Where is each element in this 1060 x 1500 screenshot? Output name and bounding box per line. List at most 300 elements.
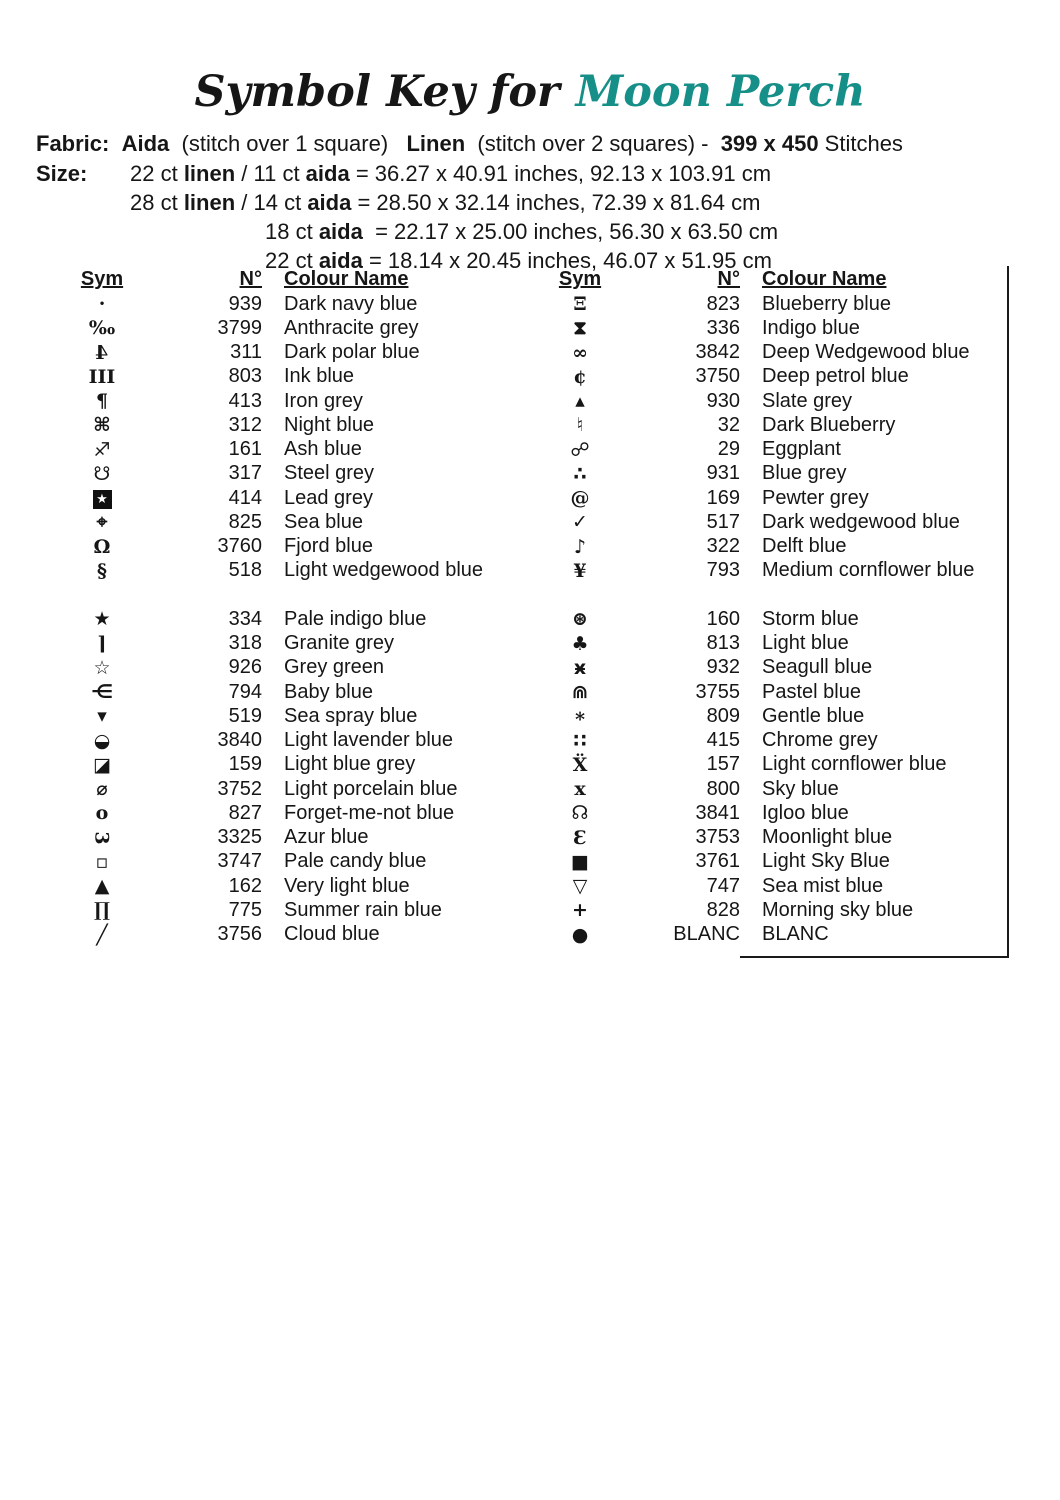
colour-row [548, 656, 998, 680]
number-cell: 3840 [217, 729, 262, 752]
number-cell: 3841 [695, 801, 740, 824]
colour-row [70, 510, 520, 534]
number-cell: 317 [228, 462, 262, 485]
number-cell: 825 [228, 510, 262, 533]
table-border-bottom [740, 956, 1009, 958]
text-segment: = 22.17 x 25.00 inches, 56.30 x 63.50 cm [362, 219, 779, 244]
symbol-cell [70, 487, 134, 509]
symbol-cell [70, 731, 134, 751]
symbol-cell [548, 876, 612, 896]
colour-row [548, 898, 998, 922]
colour-name-cell: Slate grey [762, 389, 853, 412]
stitch-symbol: ╱ [96, 923, 108, 946]
stitch-symbol: Ẍ [572, 753, 588, 776]
table-border-right [1007, 266, 1009, 958]
text-segment: Linen [406, 131, 466, 156]
stitch-symbol: ◒ [93, 729, 111, 752]
symbol-cell [548, 343, 612, 363]
stitch-symbol: ⌘ [93, 414, 111, 437]
symbol-cell [548, 367, 612, 387]
number-cell: 519 [228, 704, 262, 727]
number-cell: 3755 [695, 680, 740, 703]
stitch-symbol: ♐ [93, 438, 111, 461]
colour-row [70, 826, 520, 850]
symbol-cell [548, 706, 612, 726]
colour-row [548, 292, 998, 316]
text-segment: aida [318, 219, 363, 244]
header-sym: Sym [558, 268, 602, 290]
number-cell: 518 [228, 559, 262, 582]
number-cell: 318 [228, 632, 262, 655]
text-segment: linen [183, 190, 236, 215]
stitch-symbol: Ω [93, 535, 111, 558]
colour-name-cell: Sea blue [284, 510, 363, 533]
symbol-cell [70, 440, 134, 460]
colour-name-cell: BLANC [762, 923, 829, 946]
stitch-symbol: + [572, 899, 588, 922]
colour-name-cell: Steel grey [284, 462, 375, 485]
colour-row [70, 316, 520, 340]
colour-name-cell: Pastel blue [762, 680, 861, 703]
symbol-cell [70, 803, 134, 823]
number-cell: 517 [706, 510, 740, 533]
text-segment: (stitch over 2 squares) - [465, 131, 721, 156]
number-cell: 828 [706, 898, 740, 921]
symbol-cell [548, 634, 612, 654]
colour-row [548, 559, 998, 583]
stitch-symbol: ¶ [95, 390, 109, 413]
colour-row [70, 438, 520, 462]
stitch-symbol: ▾ [97, 705, 107, 728]
symbol-cell [548, 391, 612, 411]
size-line [130, 188, 778, 217]
stitch-symbol: ∷ [573, 729, 587, 752]
stitch-symbol: ★ [93, 608, 111, 631]
stitch-symbol: ☍ [570, 438, 590, 461]
key-rows [70, 292, 520, 947]
colour-name-cell: Medium cornflower blue [762, 559, 975, 582]
symbol-cell [70, 828, 134, 848]
text-segment: / 14 ct [235, 190, 308, 215]
key-header-row [548, 266, 998, 292]
symbol-cell [548, 609, 612, 629]
text-segment: 18 ct [265, 219, 319, 244]
symbol-cell [70, 415, 134, 435]
colour-name-cell: Light blue grey [284, 753, 416, 776]
colour-name-cell: Dark navy blue [284, 292, 418, 315]
stitch-symbol: x [574, 778, 586, 801]
stitch-symbol: ¥ [573, 559, 587, 582]
stitch-symbol: ∴ [573, 462, 587, 485]
number-cell: 3756 [217, 923, 262, 946]
number-cell: 809 [706, 704, 740, 727]
colour-row [70, 874, 520, 898]
number-cell: 775 [228, 898, 262, 921]
colour-row [548, 316, 998, 340]
colour-row [70, 923, 520, 947]
symbol-cell [70, 318, 134, 338]
symbol-cell [70, 464, 134, 484]
header-num: N° [239, 267, 262, 290]
symbol-cell [548, 731, 612, 751]
colour-row [70, 413, 520, 437]
key-block [548, 292, 998, 583]
number-cell: 813 [706, 632, 740, 655]
number-cell: 800 [706, 777, 740, 800]
text-segment: 399 x 450 [720, 131, 819, 156]
text-segment: = 18.14 x 20.45 inches, 46.07 x 51.95 cm [362, 248, 772, 273]
colour-row [548, 777, 998, 801]
fabric-line [36, 130, 903, 158]
stitch-symbol: ⊛ [572, 608, 588, 631]
colour-name-cell: Seagull blue [762, 656, 873, 679]
colour-name-cell: Anthracite grey [284, 316, 419, 339]
colour-name-cell: Baby blue [284, 680, 373, 703]
number-cell: 3753 [695, 826, 740, 849]
colour-name-cell: Summer rain blue [284, 898, 442, 921]
symbol-cell [70, 512, 134, 532]
colour-row [70, 850, 520, 874]
number-cell: 3750 [695, 365, 740, 388]
stitch-symbol: ☆ [93, 656, 111, 679]
stitch-symbol: 4 [95, 341, 109, 364]
colour-name-cell: Eggplant [762, 438, 841, 461]
colour-name-cell: Igloo blue [762, 801, 849, 824]
key-block [70, 292, 520, 583]
stitch-symbol: ⌉ [97, 632, 107, 655]
symbol-cell [70, 852, 134, 872]
colour-row [548, 510, 998, 534]
stitch-symbol: ◪ [93, 753, 111, 776]
number-cell: 32 [717, 413, 740, 436]
stitch-symbol: III [88, 365, 116, 388]
pattern-name: Moon Perch [575, 67, 866, 117]
symbol-cell [70, 925, 134, 945]
colour-row [70, 801, 520, 825]
stitch-symbol: ♪ [573, 535, 587, 558]
colour-name-cell: Chrome grey [762, 729, 878, 752]
colour-name-cell: Delft blue [762, 535, 847, 558]
number-cell: 931 [706, 462, 740, 485]
symbol-cell [548, 464, 612, 484]
colour-row [70, 559, 520, 583]
colour-name-cell: Azur blue [284, 826, 369, 849]
symbol-cell [548, 852, 612, 872]
symbol-cell [70, 537, 134, 557]
symbol-cell [70, 367, 134, 387]
symbol-cell [548, 803, 612, 823]
text-segment [109, 131, 121, 156]
stitch-symbol: ⋒ [572, 681, 588, 704]
symbol-cell [70, 391, 134, 411]
number-cell: 747 [706, 874, 740, 897]
symbol-cell [70, 343, 134, 363]
number-cell: 939 [228, 292, 262, 315]
colour-row [548, 341, 998, 365]
colour-row [548, 753, 998, 777]
text-segment: 22 ct [130, 161, 184, 186]
colour-row [548, 438, 998, 462]
symbol-cell [70, 755, 134, 775]
header-num: N° [717, 267, 740, 290]
symbol-cell [548, 512, 612, 532]
stitch-symbol: ⌀ [96, 778, 108, 801]
key-block [70, 607, 520, 947]
size-lines [130, 159, 778, 275]
symbol-cell [548, 682, 612, 702]
symbol-cell [548, 415, 612, 435]
page-title [0, 68, 1060, 116]
number-cell: 827 [228, 801, 262, 824]
stitch-symbol: ■ [571, 850, 589, 873]
colour-row [548, 365, 998, 389]
text-segment: 22 ct [265, 248, 319, 273]
colour-name-cell: Blue grey [762, 462, 847, 485]
colour-name-cell: Indigo blue [762, 316, 860, 339]
stitch-symbol: ☊ [571, 802, 589, 825]
symbol-cell [548, 440, 612, 460]
stitch-symbol: ♮ [576, 414, 584, 437]
colour-name-cell: Dark polar blue [284, 341, 420, 364]
colour-row [548, 801, 998, 825]
text-segment: 28 ct [130, 190, 184, 215]
colour-name-cell: Forget-me-not blue [284, 801, 455, 824]
key-header-row [70, 266, 520, 292]
colour-row [70, 680, 520, 704]
size-label: Size: [36, 161, 88, 186]
number-cell: 3842 [695, 341, 740, 364]
colour-name-cell: Sky blue [762, 777, 839, 800]
title-prefix: Symbol Key for [194, 67, 560, 117]
colour-name-cell: Very light blue [284, 874, 410, 897]
colour-name-cell: Ash blue [284, 438, 362, 461]
text-segment: = 36.27 x 40.91 inches, 92.13 x 103.91 cm [349, 161, 772, 186]
header-colour-name: Colour Name [284, 267, 409, 290]
symbol-cell [548, 294, 612, 314]
colour-name-cell: Granite grey [284, 632, 395, 655]
number-cell: 311 [230, 341, 262, 364]
colour-name-cell: Light porcelain blue [284, 777, 458, 800]
symbol-cell [548, 658, 612, 678]
number-cell: 3325 [217, 826, 262, 849]
colour-row [548, 632, 998, 656]
colour-name-cell: Morning sky blue [762, 898, 914, 921]
symbol-cell [548, 561, 612, 581]
text-segment: (stitch over 1 square) [169, 131, 407, 156]
stitch-symbol: ☋ [93, 462, 111, 485]
key-block [548, 607, 998, 947]
text-segment: = 28.50 x 32.14 inches, 72.39 x 81.64 cm [351, 190, 761, 215]
colour-name-cell: Lead grey [284, 486, 373, 509]
text-segment: Stitches [818, 131, 903, 156]
colour-row [548, 923, 998, 947]
stitch-symbol: ▫ [95, 850, 109, 873]
colour-row [70, 632, 520, 656]
key-column-left [70, 266, 520, 947]
number-cell: BLANC [673, 923, 740, 946]
colour-row [70, 292, 520, 316]
text-segment: Fabric: [36, 131, 110, 156]
text-segment: linen [183, 161, 236, 186]
colour-name-cell: Light lavender blue [284, 729, 454, 752]
colour-name-cell: Sea spray blue [284, 704, 418, 727]
stitch-symbol: ▽ [572, 875, 588, 898]
header-sym: Sym [80, 268, 124, 290]
header-colour-name: Colour Name [762, 267, 887, 290]
stitch-symbol: o [95, 802, 109, 825]
colour-row [548, 389, 998, 413]
symbol-cell [70, 779, 134, 799]
number-cell: 930 [706, 389, 740, 412]
stitch-symbol: ✓ [572, 511, 588, 534]
stitch-symbol: ▴ [575, 390, 585, 413]
stitch-symbol: ¢ [573, 365, 587, 388]
colour-row [70, 462, 520, 486]
stitch-symbol: ∗ [573, 705, 587, 728]
colour-row [70, 341, 520, 365]
stitch-symbol: ∏ [94, 899, 110, 922]
symbol-cell [70, 294, 134, 314]
colour-row [548, 850, 998, 874]
text-segment: aida [307, 190, 352, 215]
stitch-symbol: · [98, 293, 106, 316]
text-segment: / 11 ct [235, 161, 306, 186]
stitch-symbol: § [97, 559, 107, 582]
symbol-cell [70, 634, 134, 654]
stitch-symbol: @ [570, 487, 590, 510]
colour-row [70, 486, 520, 510]
colour-name-cell: Cloud blue [284, 923, 380, 946]
colour-name-cell: Grey green [284, 656, 385, 679]
colour-row [70, 729, 520, 753]
colour-name-cell: Ink blue [284, 365, 355, 388]
colour-name-cell: Dark wedgewood blue [762, 510, 960, 533]
colour-row [548, 874, 998, 898]
colour-name-cell: Pewter grey [762, 486, 869, 509]
colour-row [70, 753, 520, 777]
colour-name-cell: Fjord blue [284, 535, 373, 558]
colour-row [70, 389, 520, 413]
colour-row [70, 704, 520, 728]
colour-row [548, 462, 998, 486]
colour-row [548, 729, 998, 753]
symbol-cell [70, 876, 134, 896]
number-cell: 162 [228, 874, 262, 897]
colour-row [548, 413, 998, 437]
colour-name-cell: Deep petrol blue [762, 365, 909, 388]
symbol-cell [548, 925, 612, 945]
stitch-symbol: ⌖ [96, 511, 108, 534]
stitch-symbol: ★ [93, 490, 112, 509]
colour-name-cell: Light blue [762, 632, 849, 655]
colour-name-cell: Pale indigo blue [284, 607, 427, 630]
stitch-symbol: ӿ [573, 656, 587, 679]
number-cell: 414 [228, 486, 262, 509]
number-cell: 169 [706, 486, 740, 509]
number-cell: 161 [228, 438, 262, 461]
number-cell: 159 [228, 753, 262, 776]
number-cell: 29 [717, 438, 740, 461]
number-cell: 3752 [217, 777, 262, 800]
colour-row [548, 680, 998, 704]
colour-row [548, 486, 998, 510]
symbol-cell [548, 488, 612, 508]
number-cell: 322 [706, 535, 740, 558]
stitch-symbol: ⧗ [573, 317, 587, 340]
number-cell: 793 [706, 559, 740, 582]
symbol-cell [548, 900, 612, 920]
symbol-cell [70, 682, 134, 702]
symbol-cell [548, 828, 612, 848]
colour-name-cell: Pale candy blue [284, 850, 427, 873]
symbol-cell [70, 706, 134, 726]
colour-name-cell: Light wedgewood blue [284, 559, 484, 582]
colour-name-cell: Sea mist blue [762, 874, 884, 897]
number-cell: 3799 [217, 316, 262, 339]
number-cell: 334 [228, 607, 262, 630]
colour-name-cell: Deep Wedgewood blue [762, 341, 970, 364]
colour-name-cell: Light cornflower blue [762, 753, 947, 776]
symbol-cell [548, 755, 612, 775]
colour-name-cell: Gentle blue [762, 704, 865, 727]
number-cell: 3761 [695, 850, 740, 873]
number-cell: 803 [228, 365, 262, 388]
stitch-symbol: 3 [90, 831, 113, 845]
symbol-cell [548, 779, 612, 799]
stitch-symbol: ▲ [94, 875, 110, 898]
number-cell: 160 [706, 607, 740, 630]
stitch-symbol: Ɛ [573, 826, 587, 849]
colour-name-cell: Blueberry blue [762, 292, 891, 315]
number-cell: 157 [706, 753, 740, 776]
key-column-right [548, 266, 998, 947]
stitch-symbol: ‰ [88, 317, 116, 340]
colour-row [548, 607, 998, 631]
number-cell: 3760 [217, 535, 262, 558]
stitch-symbol: ∞ [572, 341, 588, 364]
number-cell: 312 [228, 413, 262, 436]
symbol-cell [70, 658, 134, 678]
text-segment: Aida [121, 131, 170, 156]
colour-name-cell: Night blue [284, 413, 375, 436]
size-line [130, 159, 778, 188]
colour-row [70, 898, 520, 922]
number-cell: 415 [706, 729, 740, 752]
number-cell: 413 [228, 389, 262, 412]
symbol-cell [548, 318, 612, 338]
stitch-symbol: ⋲ [91, 681, 113, 704]
number-cell: 336 [706, 316, 740, 339]
colour-row [70, 656, 520, 680]
colour-name-cell: Moonlight blue [762, 826, 893, 849]
text-segment: aida [305, 161, 350, 186]
colour-name-cell: Storm blue [762, 607, 859, 630]
size-line [130, 217, 778, 246]
number-cell: 926 [228, 656, 262, 679]
colour-row [548, 535, 998, 559]
number-cell: 3747 [217, 850, 262, 873]
number-cell: 932 [706, 656, 740, 679]
symbol-cell [70, 900, 134, 920]
colour-row [70, 535, 520, 559]
colour-name-cell: Light Sky Blue [762, 850, 890, 873]
text-segment: aida [318, 248, 363, 273]
colour-row [70, 607, 520, 631]
symbol-cell [548, 537, 612, 557]
colour-row [70, 777, 520, 801]
number-cell: 794 [228, 680, 262, 703]
key-rows [548, 292, 998, 947]
